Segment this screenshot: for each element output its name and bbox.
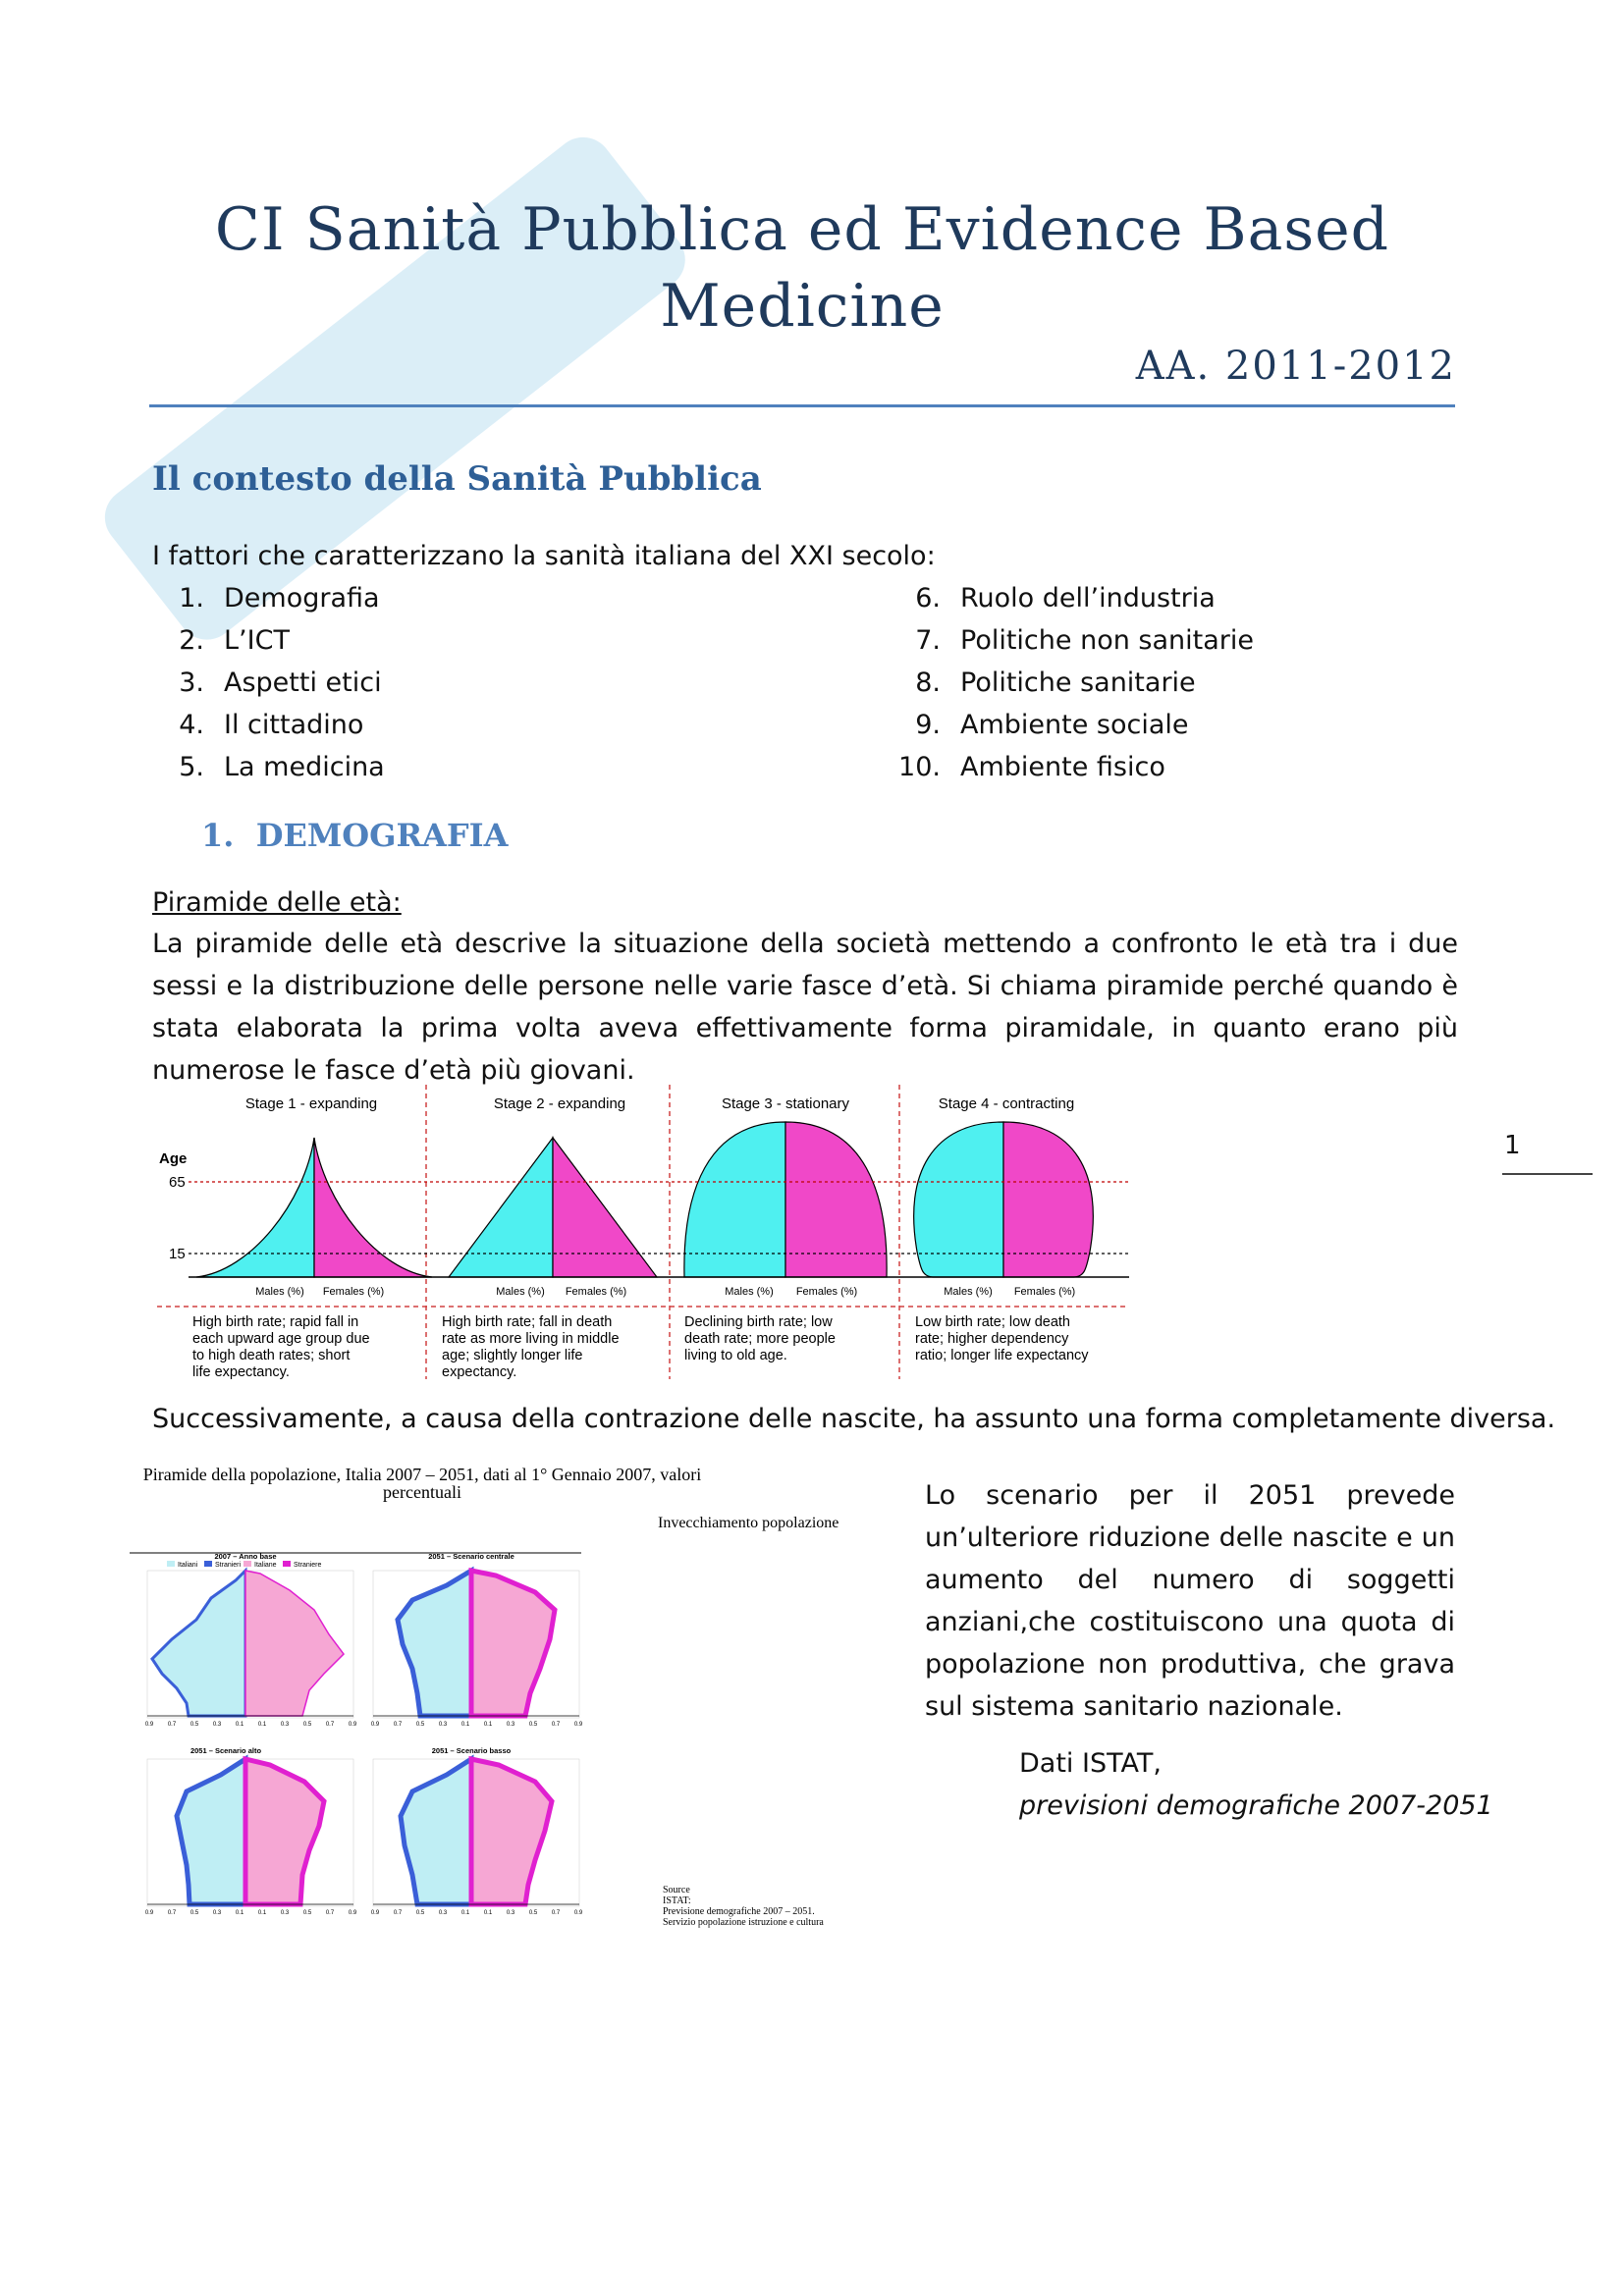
- legend-label: Stranieri: [215, 1562, 242, 1569]
- list-item: 2. L’ICT: [179, 625, 290, 656]
- panel-title: 2051 – Scenario alto: [189, 1746, 262, 1755]
- list-item: 7. Politiche non sanitarie: [915, 625, 1254, 656]
- panel-2051-centrale-males: [398, 1571, 471, 1716]
- panel-2051-alto-females: [245, 1759, 324, 1904]
- svg-text:0.5: 0.5: [415, 1722, 425, 1728]
- svg-text:death rate; more people: death rate; more people: [684, 1331, 836, 1347]
- svg-text:0.9: 0.9: [370, 1910, 380, 1916]
- istat-citation: [1019, 1742, 1493, 1827]
- list-item: 5. La medicina: [179, 752, 385, 782]
- females-label: Females (%): [322, 1286, 385, 1298]
- svg-text:Servizio popolazione istruzion: Servizio popolazione istruzione e cultura: [663, 1917, 824, 1928]
- males-label: Males (%): [255, 1286, 304, 1298]
- scenario-text: Lo scenario per il 2051 prevede un’ulteriore riduzione delle nascite e un aumento del numero di soggetti anziani,che costituiscono una quota di popolazione non produttiva, che grava sul sistema sanitario nazionale.: [925, 1480, 1455, 1722]
- stage-2-females: [553, 1138, 657, 1277]
- stage-3-females: [785, 1122, 887, 1277]
- svg-text:ratio; longer life expectancy: ratio; longer life expectancy: [915, 1348, 1089, 1363]
- stage-2-description: [442, 1314, 620, 1380]
- page-number-rule: [1502, 1173, 1593, 1175]
- males-label: Males (%): [725, 1286, 774, 1298]
- legend-swatch-italiani: [167, 1561, 175, 1567]
- factors-list-right: [893, 577, 1254, 788]
- svg-text:Declining birth rate; low: Declining birth rate; low: [684, 1314, 833, 1330]
- svg-text:0.7: 0.7: [325, 1910, 335, 1916]
- x-ticks-top: [145, 1722, 583, 1728]
- istat-pyramid-figure: [128, 1463, 893, 1934]
- panel-2051-alto: [147, 1759, 353, 1906]
- svg-text:0.7: 0.7: [167, 1910, 177, 1916]
- svg-text:0.5: 0.5: [415, 1910, 425, 1916]
- svg-text:0.1: 0.1: [257, 1722, 267, 1728]
- list-item: 6. Ruolo dell’industria: [915, 583, 1216, 614]
- svg-text:Previsione demografiche 2007: Previsione demografiche 2007 – 2051.: [663, 1906, 815, 1917]
- svg-text:0.3: 0.3: [212, 1722, 222, 1728]
- svg-text:living to old age.: living to old age.: [684, 1348, 787, 1363]
- stage-title: Stage 1 - expanding: [244, 1095, 378, 1112]
- svg-text:0.3: 0.3: [438, 1910, 448, 1916]
- svg-text:High birth rate; rapid fall in: High birth rate; rapid fall in: [192, 1314, 359, 1330]
- panel-2051-basso: [373, 1759, 579, 1906]
- citation-line-1: Dati ISTAT,: [1019, 1748, 1162, 1779]
- legend-swatch-stranieri: [204, 1561, 212, 1567]
- list-item: 10. Ambiente fisico: [898, 752, 1165, 782]
- svg-text:0.5: 0.5: [302, 1722, 312, 1728]
- title-line-1: CI Sanità Pubblica ed Evidence Based: [214, 195, 1390, 264]
- males-label: Males (%): [496, 1286, 545, 1298]
- academic-year: AA. 2011-2012: [1135, 344, 1456, 389]
- svg-text:0.3: 0.3: [438, 1722, 448, 1728]
- list-item: 1. Demografia: [179, 583, 380, 614]
- svg-text:Low birth rate; low death: Low birth rate; low death: [915, 1314, 1070, 1330]
- svg-text:0.3: 0.3: [280, 1722, 290, 1728]
- legend-swatch-straniere: [283, 1561, 291, 1567]
- svg-text:0.1: 0.1: [460, 1910, 470, 1916]
- legend-swatch-italiane: [243, 1561, 251, 1567]
- panel-2007-females: [245, 1571, 344, 1716]
- stage-title: Stage 3 - stationary: [721, 1095, 850, 1112]
- panel-2051-basso-females: [471, 1759, 552, 1904]
- title-rule: [149, 404, 1455, 407]
- svg-text:0.7: 0.7: [325, 1722, 335, 1728]
- stage-1-description: [192, 1314, 370, 1380]
- pyramid-paragraph: La piramide delle età descrive la situazione della società mettendo a confronto le età tra i due sessi e la distribuzione delle persone nelle varie fasce d’età. Si chiama piramide perché quando è stata elaborata la prima volta aveva effettivamente forma piramidale, in quanto erano più numerose le fasce d’età più giovani.: [152, 929, 1458, 1086]
- males-label: Males (%): [944, 1286, 993, 1298]
- svg-text:0.1: 0.1: [460, 1722, 470, 1728]
- after-figure-text: Successivamente, a causa della contrazione delle nascite, ha assunto una forma completamente diversa.: [152, 1404, 1556, 1434]
- citation-line-2: previsioni demografiche 2007-2051: [1019, 1790, 1493, 1821]
- panel-2051-centrale: [373, 1571, 579, 1718]
- panel-2007-males: [152, 1571, 245, 1716]
- svg-text:0.9: 0.9: [573, 1910, 583, 1916]
- x-ticks-bottom: [145, 1910, 583, 1916]
- svg-text:life expectancy.: life expectancy.: [192, 1364, 290, 1380]
- svg-text:to high death rates; short: to high death rates; short: [192, 1348, 351, 1363]
- intro-text: I fattori che caratterizzano la sanità italiana del XXI secolo:: [152, 541, 936, 571]
- list-item: 9. Ambiente sociale: [915, 710, 1189, 740]
- panel-title: 2051 – Scenario centrale: [428, 1552, 514, 1561]
- age-65-label: 65: [169, 1174, 186, 1191]
- svg-text:expectancy.: expectancy.: [442, 1364, 517, 1380]
- pyramid-subheading: Piramide delle età:: [152, 887, 402, 918]
- svg-text:0.5: 0.5: [189, 1910, 199, 1916]
- svg-text:rate; higher dependency: rate; higher dependency: [915, 1331, 1069, 1347]
- svg-text:ISTAT:: ISTAT:: [663, 1896, 691, 1906]
- svg-text:0.3: 0.3: [280, 1910, 290, 1916]
- svg-text:0.7: 0.7: [393, 1910, 403, 1916]
- svg-text:High birth rate; fall in death: High birth rate; fall in death: [442, 1314, 613, 1330]
- stage-title: Stage 4 - contracting: [938, 1095, 1075, 1112]
- svg-text:0.9: 0.9: [144, 1910, 154, 1916]
- stage-3-description: [684, 1314, 836, 1363]
- svg-text:0.1: 0.1: [483, 1722, 493, 1728]
- title-line-2: Medicine: [660, 272, 945, 341]
- svg-text:0.3: 0.3: [506, 1722, 515, 1728]
- legend-label: Italiani: [178, 1562, 198, 1569]
- svg-text:rate as more living in middle: rate as more living in middle: [442, 1331, 620, 1347]
- svg-text:0.7: 0.7: [393, 1722, 403, 1728]
- legend-label: Straniere: [294, 1562, 322, 1569]
- svg-text:0.1: 0.1: [257, 1910, 267, 1916]
- svg-text:0.9: 0.9: [144, 1722, 154, 1728]
- svg-text:Source: Source: [663, 1885, 690, 1896]
- istat-source: [663, 1885, 824, 1928]
- svg-text:0.7: 0.7: [167, 1722, 177, 1728]
- panel-title: 2007 – Anno base: [214, 1552, 277, 1561]
- legend-label: Italiane: [254, 1562, 277, 1569]
- age-15-label: 15: [169, 1246, 186, 1262]
- factors-list-left: [157, 577, 385, 788]
- svg-text:0.7: 0.7: [551, 1910, 561, 1916]
- svg-text:0.5: 0.5: [302, 1910, 312, 1916]
- stage-4-description: [915, 1314, 1089, 1363]
- stage-3-males: [684, 1122, 785, 1277]
- svg-text:0.9: 0.9: [370, 1722, 380, 1728]
- list-item: 4. Il cittadino: [179, 710, 364, 740]
- svg-text:0.9: 0.9: [348, 1910, 357, 1916]
- svg-text:0.1: 0.1: [483, 1910, 493, 1916]
- page-number: 1: [1504, 1131, 1521, 1160]
- females-label: Females (%): [1013, 1286, 1076, 1298]
- panel-2051-alto-males: [177, 1759, 245, 1904]
- svg-text:age; slightly longer life: age; slightly longer life: [442, 1348, 583, 1363]
- svg-text:0.1: 0.1: [235, 1910, 244, 1916]
- istat-figure-title: Piramide della popolazione, Italia 2007 – 2051, dati al 1° Gennaio 2007, valori: [142, 1465, 702, 1484]
- panel-title: 2051 – Scenario basso: [431, 1746, 512, 1755]
- svg-text:0.1: 0.1: [235, 1722, 244, 1728]
- svg-text:each upward age group due: each upward age group due: [192, 1331, 370, 1347]
- svg-text:0.7: 0.7: [551, 1722, 561, 1728]
- istat-side-label: Invecchiamento popolazione: [658, 1515, 839, 1531]
- females-label: Females (%): [795, 1286, 858, 1298]
- list-item: 3. Aspetti etici: [179, 667, 382, 698]
- section-heading: Il contesto della Sanità Pubblica: [152, 459, 762, 499]
- list-item: 8. Politiche sanitarie: [915, 667, 1196, 698]
- panel-2007: [147, 1571, 353, 1718]
- svg-text:0.5: 0.5: [528, 1722, 538, 1728]
- svg-text:0.3: 0.3: [506, 1910, 515, 1916]
- panel-2051-centrale-females: [471, 1571, 555, 1716]
- stage-title: Stage 2 - expanding: [493, 1095, 626, 1112]
- demografia-heading: 1. DEMOGRAFIA: [201, 817, 509, 854]
- stage-2-males: [449, 1138, 553, 1277]
- age-axis-label: Age: [159, 1150, 188, 1167]
- demographic-stages-figure: [157, 1085, 1129, 1389]
- svg-text:0.3: 0.3: [212, 1910, 222, 1916]
- svg-text:0.5: 0.5: [189, 1722, 199, 1728]
- stage-1-females: [314, 1138, 432, 1277]
- document-title: [149, 191, 1455, 345]
- panel-2051-basso-males: [401, 1759, 471, 1904]
- svg-text:0.9: 0.9: [573, 1722, 583, 1728]
- svg-text:0.9: 0.9: [348, 1722, 357, 1728]
- istat-figure-title-2: percentuali: [383, 1482, 461, 1502]
- svg-text:0.5: 0.5: [528, 1910, 538, 1916]
- females-label: Females (%): [565, 1286, 627, 1298]
- stage-1-males: [196, 1138, 314, 1277]
